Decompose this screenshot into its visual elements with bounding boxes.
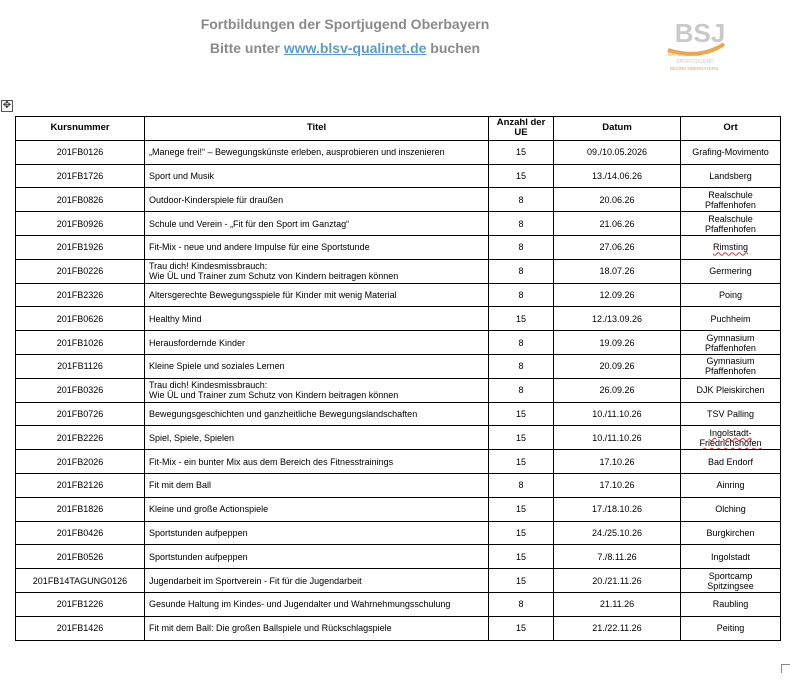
cell-ue-text: 15 (515, 551, 526, 562)
cell-titel-text: Bewegungsgeschichten und ganzheitliche Bewegungslandschaften (149, 408, 418, 419)
cell-ort-text: Gymnasium Pfaffenhofen (705, 356, 756, 377)
cell-ort[interactable] (681, 307, 781, 331)
cell-datum[interactable] (554, 140, 681, 164)
cell-datum[interactable] (554, 426, 681, 450)
cell-datum-text: 7./8.11.26 (597, 551, 637, 562)
cell-kursnummer[interactable] (16, 283, 145, 307)
cell-datum[interactable] (554, 473, 681, 497)
cell-kursnummer[interactable] (16, 307, 145, 331)
cell-titel-text: Schule und Verein - „Fit für den Sport im Ganztag“ (149, 218, 350, 229)
cell-ue-text: 8 (518, 361, 524, 372)
table-row (16, 521, 781, 545)
cell-datum[interactable] (554, 331, 681, 355)
cell-kursnummer[interactable] (16, 164, 145, 188)
cell-datum-text: 21./22.11.26 (592, 623, 642, 634)
cell-datum-text: 10./11.10.26 (592, 408, 642, 419)
cell-datum[interactable] (554, 378, 681, 402)
cell-ort-text: Peiting (716, 623, 745, 634)
cell-titel[interactable] (145, 307, 489, 331)
table-row (16, 616, 781, 640)
cell-ue[interactable] (489, 473, 554, 497)
bsj-logo-text: BSJ (674, 18, 726, 48)
cell-titel-text: Gesunde Haltung im Kindes- und Jugendalter und Wahrnehmungsschulung (149, 599, 451, 610)
table-header-row (16, 117, 781, 141)
cell-datum[interactable] (554, 521, 681, 545)
cell-titel-text: Fit-Mix - neue und andere Impulse für eine Sportstunde (149, 242, 370, 253)
cell-titel[interactable] (145, 569, 489, 593)
qualinet-link[interactable]: www.blsv-qualinet.de (283, 40, 427, 56)
cell-titel-text: Sportstunden aufpeppen (149, 551, 248, 562)
cell-datum-text: 27.06.26 (599, 242, 635, 253)
cell-ue-text: 15 (515, 456, 526, 467)
cell-titel[interactable] (145, 473, 489, 497)
cell-ort-text: Sportcamp Spitzingsee (707, 570, 754, 591)
table-row (16, 378, 781, 402)
cell-ue-text: 15 (515, 313, 526, 324)
table-row (16, 307, 781, 331)
cell-kursnummer-text: 201FB0726 (56, 408, 104, 419)
cell-ue[interactable] (489, 212, 554, 236)
cell-ue-text: 15 (515, 432, 526, 443)
cell-kursnummer-text: 201FB1826 (56, 504, 104, 515)
cell-ort-text: Ingolstadt (710, 551, 751, 562)
cell-kursnummer-text: 201FB2126 (56, 480, 104, 491)
cell-titel[interactable] (145, 378, 489, 402)
cell-titel-text: Sportstunden aufpeppen (149, 527, 248, 538)
cell-titel[interactable] (145, 212, 489, 236)
cell-kursnummer-text: 201FB2226 (56, 432, 104, 443)
cell-ue[interactable] (489, 188, 554, 212)
cell-ue[interactable] (489, 616, 554, 640)
cell-titel[interactable] (145, 545, 489, 569)
cell-ort[interactable] (681, 545, 781, 569)
cell-ort[interactable] (681, 283, 781, 307)
cell-ort[interactable] (681, 140, 781, 164)
cell-datum-text: 17.10.26 (599, 456, 635, 467)
header-titel: Titel (145, 117, 489, 141)
cell-titel-text: Fit mit dem Ball (149, 480, 212, 491)
table-row (16, 212, 781, 236)
cell-ort-text: Realschule Pfaffenhofen (705, 213, 756, 234)
cell-titel-text: „Manege frei!“ – Bewegungskünste erleben, ausprobieren und inszenieren (149, 147, 445, 158)
cell-kursnummer[interactable] (16, 188, 145, 212)
table-row (16, 235, 781, 259)
cell-kursnummer-text: 201FB0626 (56, 313, 104, 324)
cell-ue-text: 8 (518, 194, 524, 205)
cell-titel-text: Jugendarbeit im Sportverein - Fit für die Jugendarbeit (149, 575, 362, 586)
cell-titel-text: Trau dich! Kindesmissbrauch: Wie ÜL und Trainer zum Schutz von Kindern beitragen können (149, 380, 399, 401)
cell-ort-text: Realschule Pfaffenhofen (705, 189, 756, 210)
cell-titel[interactable] (145, 426, 489, 450)
cell-ort-text: Landsberg (709, 170, 752, 181)
cell-kursnummer[interactable] (16, 426, 145, 450)
table-row (16, 259, 781, 283)
cell-titel[interactable] (145, 592, 489, 616)
table-row (16, 426, 781, 450)
cell-ue-text: 8 (518, 599, 524, 610)
cell-datum-text: 20./21.11.26 (592, 575, 642, 586)
cell-kursnummer-text: 201FB1426 (56, 623, 104, 634)
cell-kursnummer-text: 201FB1226 (56, 599, 104, 610)
cell-datum[interactable] (554, 616, 681, 640)
bsj-logo-sub1: BAYERISCHE (668, 52, 700, 58)
cell-datum[interactable] (554, 164, 681, 188)
cell-ue[interactable] (489, 592, 554, 616)
cell-ue[interactable] (489, 497, 554, 521)
cell-kursnummer-text: 201FB1026 (56, 337, 104, 348)
cell-titel-text: Fit mit dem Ball: Die großen Ballspiele und Rückschlagspiele (149, 623, 392, 634)
cell-datum-text: 20.09.26 (599, 361, 635, 372)
cell-kursnummer[interactable] (16, 473, 145, 497)
header-kursnummer: Kursnummer (16, 117, 145, 141)
cell-titel-text: Healthy Mind (149, 313, 202, 324)
table-row (16, 164, 781, 188)
booking-hint-prefix: Bitte unter (209, 40, 284, 56)
cell-ort[interactable] (681, 450, 781, 474)
cell-datum-text: 13./14.06.26 (591, 170, 643, 181)
cell-datum-text: 19.09.26 (599, 337, 635, 348)
cell-titel-text: Kleine und große Actionspiele (149, 504, 269, 515)
move-handle-icon[interactable]: ✥ (2, 100, 12, 111)
cell-ue[interactable] (489, 235, 554, 259)
cell-kursnummer[interactable] (16, 569, 145, 593)
cell-titel[interactable] (145, 140, 489, 164)
table-row (16, 331, 781, 355)
cell-titel-text: Outdoor-Kinderspiele für draußen (149, 194, 284, 205)
cell-kursnummer[interactable] (16, 545, 145, 569)
cell-datum[interactable] (554, 402, 681, 426)
cell-ue-text: 8 (518, 266, 524, 277)
cell-ue-text: 8 (518, 480, 524, 491)
header-ue: Anzahl der UE (489, 117, 554, 141)
cell-ue[interactable] (489, 450, 554, 474)
cell-titel[interactable] (145, 235, 489, 259)
cell-datum[interactable] (554, 259, 681, 283)
cell-ue[interactable] (489, 521, 554, 545)
cell-ue[interactable] (489, 569, 554, 593)
cell-ue[interactable] (489, 164, 554, 188)
cell-kursnummer-text: 201FB0126 (56, 147, 104, 158)
cell-ort[interactable] (681, 402, 781, 426)
cell-datum-text: 12./13.09.26 (591, 313, 643, 324)
cell-kursnummer-text: 201FB0826 (56, 194, 104, 205)
cell-kursnummer[interactable] (16, 235, 145, 259)
page-corner-mark (781, 664, 790, 673)
bsj-logo-sub3: BEZIRK OBERBAYERN (670, 66, 719, 71)
cell-ort-text: Puchheim (710, 313, 751, 324)
cell-ue-text: 8 (518, 289, 524, 300)
cell-ort-text: Burgkirchen (706, 527, 755, 538)
cell-ort-text: Raubling (712, 599, 749, 610)
cell-ort-text: Poing (718, 289, 743, 300)
cell-kursnummer-text: 201FB0526 (56, 551, 104, 562)
table-row (16, 188, 781, 212)
cell-titel-text: Fit-Mix - ein bunter Mix aus dem Bereich des Fitnesstrainings (149, 456, 394, 467)
cell-kursnummer-text: 201FB0426 (56, 527, 104, 538)
cell-ort[interactable] (681, 354, 781, 378)
cell-ort-text: Rimsting (712, 242, 748, 253)
cell-kursnummer-text: 201FB1726 (56, 170, 104, 181)
cell-kursnummer-text: 201FB2026 (56, 456, 104, 467)
cell-kursnummer-text: 201FB1126 (57, 361, 103, 372)
cell-datum[interactable] (554, 569, 681, 593)
cell-ort-text: Ingolstadt-Friedrichshofen (699, 427, 762, 448)
cell-kursnummer-text: 201FB0926 (56, 218, 104, 229)
cell-kursnummer-text: 201FB1926 (56, 242, 104, 253)
cell-ort[interactable] (681, 497, 781, 521)
cell-kursnummer[interactable] (16, 592, 145, 616)
booking-hint-suffix: buchen (426, 40, 481, 56)
cell-kursnummer[interactable] (16, 616, 145, 640)
cell-datum-text: 10./11.10.26 (592, 432, 642, 443)
cell-titel[interactable] (145, 331, 489, 355)
cell-ue-text: 15 (515, 170, 526, 181)
cell-ort-text: Olching (715, 504, 746, 515)
booking-hint (180, 40, 510, 56)
cell-titel[interactable] (145, 402, 489, 426)
cell-titel[interactable] (145, 354, 489, 378)
table-row (16, 354, 781, 378)
cell-ue[interactable] (489, 283, 554, 307)
cell-datum-text: 21.11.26 (599, 599, 635, 610)
header-ort: Ort (681, 117, 781, 141)
cell-datum[interactable] (554, 212, 681, 236)
cell-datum-text: 21.06.26 (599, 218, 635, 229)
cell-ort[interactable] (681, 378, 781, 402)
cell-kursnummer[interactable] (16, 497, 145, 521)
cell-ort[interactable] (681, 235, 781, 259)
cell-titel[interactable] (145, 497, 489, 521)
cell-ort[interactable] (681, 212, 781, 236)
cell-ort[interactable] (681, 521, 781, 545)
document-title: Fortbildungen der Sportjugend Oberbayern (200, 16, 490, 32)
cell-ort-text: Ainring (716, 480, 745, 491)
cell-ue[interactable] (489, 354, 554, 378)
cell-ue-text: 8 (518, 218, 524, 229)
cell-datum[interactable] (554, 497, 681, 521)
cell-titel-text: Trau dich! Kindesmissbrauch: Wie ÜL und Trainer zum Schutz von Kindern beitragen können (149, 261, 399, 282)
cell-kursnummer[interactable] (16, 378, 145, 402)
cell-ue-text: 15 (515, 575, 526, 586)
cell-datum-text: 18.07.26 (599, 266, 635, 277)
cell-titel[interactable] (145, 259, 489, 283)
cell-titel-text: Kleine Spiele und soziales Lernen (149, 361, 285, 372)
bsj-logo-sub2: SPORTJUGEND (676, 59, 714, 65)
cell-kursnummer-text: 201FB2326 (56, 289, 104, 300)
cell-titel-text: Altersgerechte Bewegungsspiele für Kinder mit wenig Material (149, 289, 397, 300)
table-row (16, 450, 781, 474)
cell-ue-text: 8 (518, 337, 524, 348)
cell-ue[interactable] (489, 307, 554, 331)
cell-ue-text: 15 (515, 527, 526, 538)
table-row (16, 569, 781, 593)
table-row (16, 545, 781, 569)
cell-kursnummer-text: 201FB14TAGUNG0126 (32, 575, 128, 586)
header-datum: Datum (554, 117, 681, 141)
cell-kursnummer[interactable] (16, 331, 145, 355)
table-row (16, 592, 781, 616)
cell-ort[interactable] (681, 259, 781, 283)
cell-ort-text: Germering (709, 266, 752, 277)
cell-datum[interactable] (554, 545, 681, 569)
cell-ort[interactable] (681, 616, 781, 640)
cell-kursnummer[interactable] (16, 212, 145, 236)
cell-ue[interactable] (489, 378, 554, 402)
cell-titel-text: Sport und Musik (149, 170, 215, 181)
course-table (15, 116, 781, 641)
cell-ue[interactable] (489, 545, 554, 569)
cell-ort-text: TSV Palling (706, 408, 755, 419)
cell-ue[interactable] (489, 402, 554, 426)
cell-datum-text: 24./25.10.26 (591, 527, 643, 538)
cell-ue-text: 15 (515, 147, 526, 158)
cell-ue[interactable] (489, 140, 554, 164)
cell-ue-text: 15 (515, 504, 526, 515)
table-row (16, 497, 781, 521)
table-row (16, 402, 781, 426)
cell-titel[interactable] (145, 188, 489, 212)
cell-titel-text: Spiel, Spiele, Spielen (149, 432, 235, 443)
cell-datum[interactable] (554, 283, 681, 307)
cell-ort[interactable] (681, 569, 781, 593)
cell-datum-text: 20.06.26 (599, 194, 635, 205)
cell-titel[interactable] (145, 616, 489, 640)
cell-ue-text: 8 (518, 242, 524, 253)
cell-kursnummer[interactable] (16, 521, 145, 545)
cell-kursnummer[interactable] (16, 140, 145, 164)
cell-titel[interactable] (145, 521, 489, 545)
cell-ort[interactable] (681, 188, 781, 212)
cell-titel[interactable] (145, 283, 489, 307)
cell-ue-text: 15 (515, 408, 526, 419)
cell-datum[interactable] (554, 235, 681, 259)
cell-ort[interactable] (681, 473, 781, 497)
cell-ort[interactable] (681, 592, 781, 616)
cell-ue[interactable] (489, 426, 554, 450)
cell-kursnummer[interactable] (16, 259, 145, 283)
cell-titel[interactable] (145, 450, 489, 474)
cell-ort-text: Bad Endorf (707, 456, 754, 467)
cell-ue-text: 8 (518, 385, 524, 396)
cell-kursnummer-text: 201FB0226 (56, 266, 104, 277)
cell-datum[interactable] (554, 354, 681, 378)
cell-datum-text: 12.09.26 (599, 289, 635, 300)
cell-datum-text: 17./18.10.26 (591, 504, 643, 515)
cell-ort-text: Gymnasium Pfaffenhofen (705, 332, 756, 353)
cell-kursnummer[interactable] (16, 354, 145, 378)
cell-datum-text: 26.09.26 (599, 385, 635, 396)
table-row (16, 283, 781, 307)
cell-kursnummer-text: 201FB0326 (56, 385, 104, 396)
table-row (16, 473, 781, 497)
cell-kursnummer[interactable] (16, 450, 145, 474)
cell-datum[interactable] (554, 188, 681, 212)
cell-ue[interactable] (489, 331, 554, 355)
cell-ue[interactable] (489, 259, 554, 283)
cell-titel[interactable] (145, 164, 489, 188)
cell-datum[interactable] (554, 450, 681, 474)
cell-ort-text: Grafing-Movimento (692, 147, 769, 158)
cell-ort[interactable] (681, 164, 781, 188)
cell-ort[interactable] (681, 426, 781, 450)
cell-ue-text: 15 (515, 623, 526, 634)
bsj-logo (660, 14, 740, 74)
cell-ort-text: DJK Pleiskirchen (696, 385, 765, 396)
cell-datum[interactable] (554, 307, 681, 331)
cell-datum[interactable] (554, 592, 681, 616)
cell-kursnummer[interactable] (16, 402, 145, 426)
cell-titel-text: Herausfordernde Kinder (149, 337, 246, 348)
cell-datum-text: 09./10.05.2026 (586, 147, 648, 158)
cell-datum-text: 17.10.26 (599, 480, 635, 491)
cell-ort[interactable] (681, 331, 781, 355)
table-row (16, 140, 781, 164)
